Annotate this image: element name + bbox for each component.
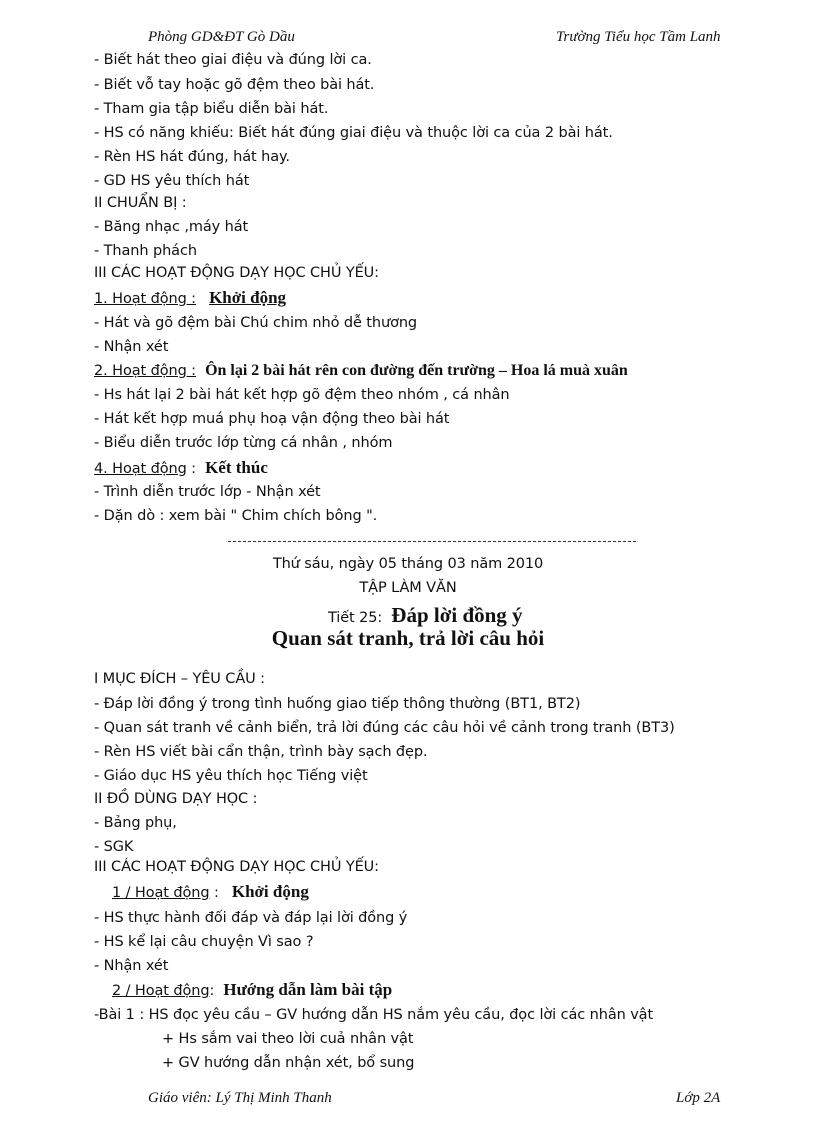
lesson-activity-1-heading (112, 882, 309, 902)
activity-4-line-1: - Trình diễn trước lớp - Nhận xét (94, 484, 321, 500)
lesson-activity-1-title: Khởi động (231, 882, 309, 901)
tools-line-1: - Bảng phụ, (94, 815, 177, 831)
goal-line-2: - Biết vỗ tay hoặc gõ đệm theo bài hát. (94, 77, 375, 93)
activity-4-title: Kết thúc (205, 458, 268, 477)
tools-line-2: - SGK (94, 839, 134, 855)
lesson-activity-2-label: 2 / Hoạt động (112, 983, 210, 999)
activity-2-line-1: - Hs hát lại 2 bài hát kết hợp gõ đệm theo nhóm , cá nhân (94, 387, 510, 403)
goal-line-3: - Tham gia tập biểu diễn bài hát. (94, 101, 329, 117)
lesson-title-main: Đáp lời đồng ý (391, 603, 523, 627)
activity-2-title: Ôn lại 2 bài hát rên con đường đến trường – Hoa lá muà xuân (205, 362, 628, 379)
exercise-1-sub-2: + GV hướng dẫn nhận xét, bổ sung (162, 1055, 415, 1071)
activity-4-heading (94, 458, 268, 478)
lesson-activity-1-line-3: - Nhận xét (94, 958, 169, 974)
lesson-title-1 (328, 603, 523, 628)
footer-class: Lớp 2A (676, 1090, 721, 1106)
lesson-activity-1-label: 1 / Hoạt động (112, 885, 210, 901)
goal-line-6: - GD HS yêu thích hát (94, 173, 250, 189)
prep-heading: II CHUẨN BỊ : (94, 195, 187, 211)
lesson-activity-1-line-1: - HS thực hành đối đáp và đáp lại lời đồng ý (94, 910, 408, 926)
lesson-activity-2-title: Hướng dẫn làm bài tập (223, 980, 393, 999)
purpose-line-4: - Giáo dục HS yêu thích học Tiếng việt (94, 768, 368, 784)
tools-heading: II ĐỒ DÙNG DẠY HỌC : (94, 791, 258, 807)
purpose-line-3: - Rèn HS viết bài cẩn thận, trình bày sạch đẹp. (94, 744, 428, 760)
prep-line-1: - Băng nhạc ,máy hát (94, 219, 249, 235)
goal-line-1: - Biết hát theo giai điệu và đúng lời ca. (94, 52, 372, 68)
lesson-activity-1-colon: : (209, 885, 219, 901)
prep-line-2: - Thanh phách (94, 243, 197, 259)
section-divider (228, 541, 636, 542)
activity-2-label: 2. Hoạt động : (94, 363, 196, 379)
activity-1-heading (94, 288, 286, 308)
purpose-line-2: - Quan sát tranh về cảnh biển, trả lời đúng các câu hỏi về cảnh trong tranh (BT3) (94, 720, 675, 736)
footer-teacher: Giáo viên: Lý Thị Minh Thanh (148, 1090, 332, 1106)
activity-4-colon: : (186, 461, 196, 477)
lesson-date: Thứ sáu, ngày 05 tháng 03 năm 2010 (272, 556, 544, 572)
activity-4-label: 4. Hoạt động (94, 461, 187, 477)
lesson-number: Tiết 25: (328, 610, 383, 626)
lesson-activity-2-heading (112, 980, 392, 1000)
lesson-activity-1-line-2: - HS kể lại câu chuyện Vì sao ? (94, 934, 314, 950)
lesson-activity-2-colon: : (209, 983, 215, 999)
exercise-1-sub-1: + Hs sắm vai theo lời cuả nhân vật (162, 1031, 414, 1047)
activity-1-title: Khởi động (209, 288, 287, 307)
activity-1-line-2: - Nhận xét (94, 339, 169, 355)
exercise-1-line: -Bài 1 : HS đọc yêu cầu – GV hướng dẫn HS nắm yêu cầu, đọc lời các nhân vật (94, 1007, 654, 1023)
header-right: Trường Tiểu học Tầm Lanh (556, 29, 721, 45)
activity-1-label: 1. Hoạt động : (94, 291, 196, 307)
activities-heading-2: III CÁC HOẠT ĐỘNG DẠY HỌC CHỦ YẾU: (94, 859, 379, 875)
purpose-heading: I MỤC ĐÍCH – YÊU CẦU : (94, 671, 265, 687)
goal-line-4: - HS có năng khiếu: Biết hát đúng giai điệu và thuộc lời ca của 2 bài hát. (94, 125, 613, 141)
lesson-title-2: Quan sát tranh, trả lời câu hỏi (271, 626, 545, 650)
activity-1-line-1: - Hát và gõ đệm bài Chú chim nhỏ dễ thương (94, 315, 418, 331)
purpose-line-1: - Đáp lời đồng ý trong tình huống giao tiếp thông thường (BT1, BT2) (94, 696, 581, 712)
activity-2-heading (94, 360, 628, 380)
activity-2-line-2: - Hát kết hợp muá phụ hoạ vận động theo bài hát (94, 411, 450, 427)
goal-line-5: - Rèn HS hát đúng, hát hay. (94, 149, 290, 165)
header-left: Phòng GD&ĐT Gò Dầu (148, 29, 295, 45)
lesson-subject: TẬP LÀM VĂN (359, 580, 457, 596)
activities-heading: III CÁC HOẠT ĐỘNG DẠY HỌC CHỦ YẾU: (94, 265, 379, 281)
activity-2-line-3: - Biểu diễn trước lớp từng cá nhân , nhóm (94, 435, 393, 451)
activity-4-line-2: - Dặn dò : xem bài " Chim chích bông ". (94, 508, 378, 524)
